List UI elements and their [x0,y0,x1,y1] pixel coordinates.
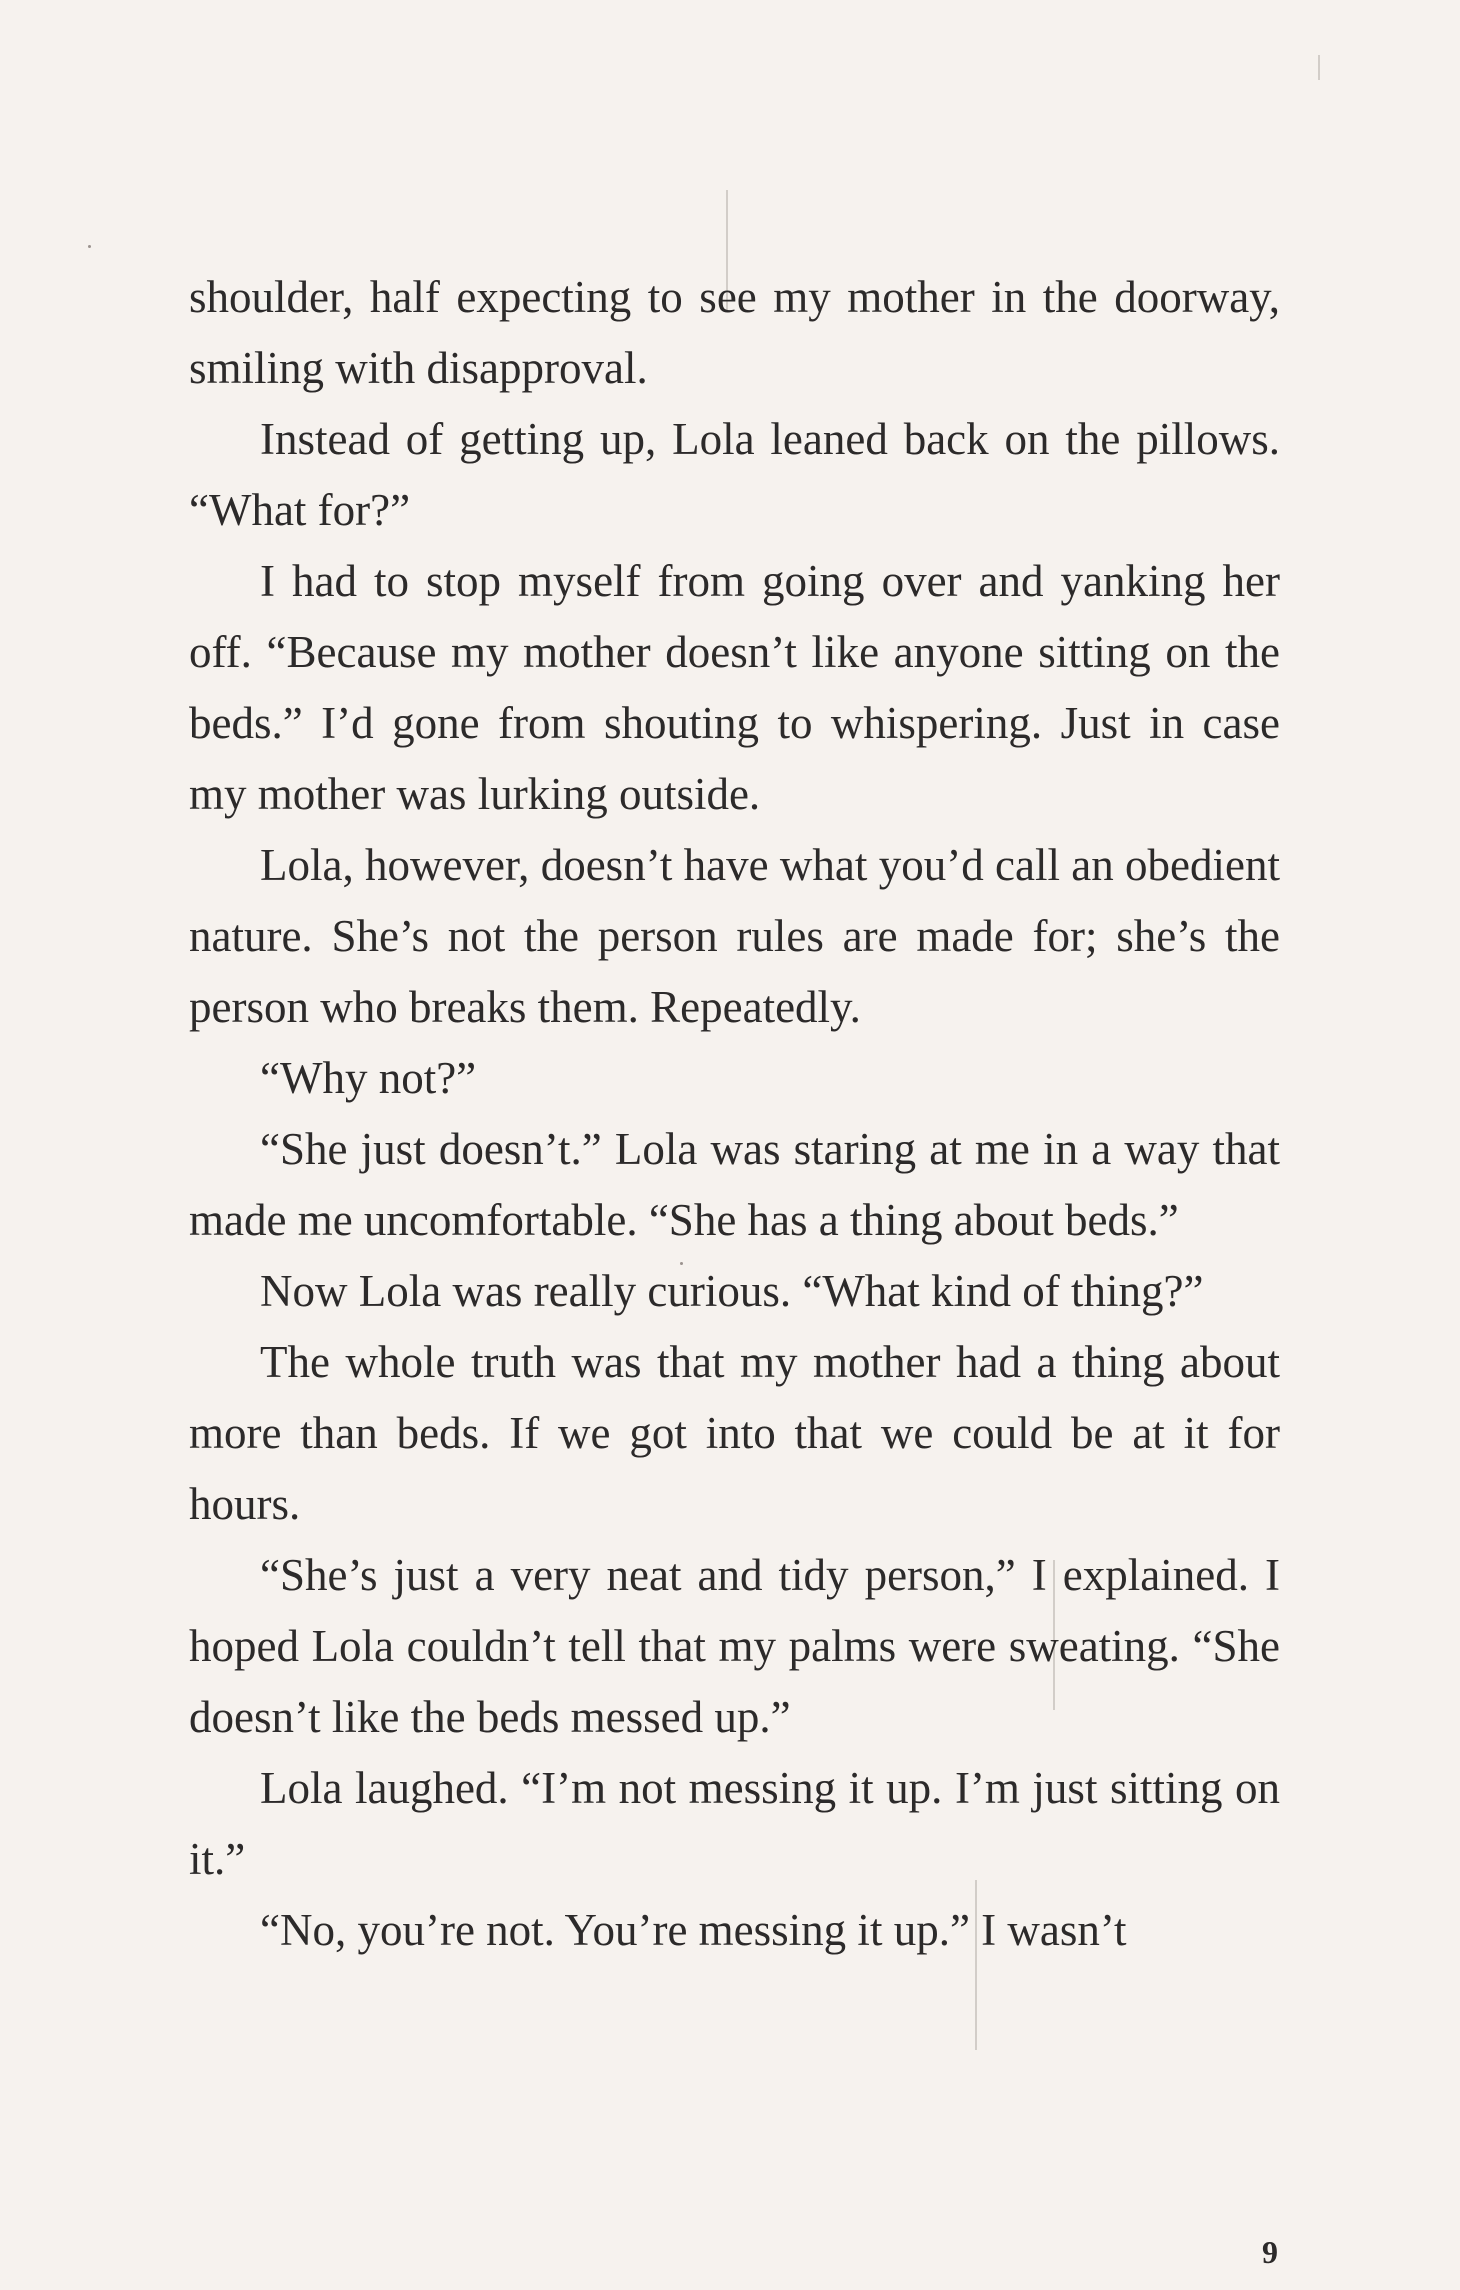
page-number: 9 [1262,2234,1278,2270]
paragraph: “Why not?” [260,1053,477,1103]
paragraph: Now Lola was really curious. “What kind of thing?” [260,1266,1204,1316]
paragraph: I had to stop myself from going over and yanking her off. “Because my mother doesn’t like anyone sitting on the beds.” I’d gone from shouting to whispering. Just in case my mother was lurking outside. [189,556,1280,819]
paragraph: Lola, however, doesn’t have what you’d call an obedient nature. She’s not the person rules are made for; she’s the person who breaks them. Repeatedly. [189,840,1280,1032]
paper-speck [88,245,91,248]
paragraph: Instead of getting up, Lola leaned back on the pillows. “What for?” [189,414,1280,535]
paragraph: The whole truth was that my mother had a thing about more than beds. If we got into that we could be at it for hours. [189,1337,1280,1529]
body-text [189,262,1280,1966]
paragraph: “She just doesn’t.” Lola was staring at me in a way that made me uncomfortable. “She has a thing about beds.” [189,1124,1280,1245]
paragraph: “She’s just a very neat and tidy person,” I explained. I hoped Lola couldn’t tell that my palms were sweating. “She doesn’t like the beds messed up.” [189,1550,1280,1742]
page-crease-mark [1318,55,1320,80]
paragraph: shoulder, half expecting to see my mother in the doorway, smiling with disapproval. [189,272,1280,393]
paragraph: Lola laughed. “I’m not messing it up. I’m just sitting on it.” [189,1763,1280,1884]
paragraph: “No, you’re not. You’re messing it up.” I wasn’t [260,1905,1127,1955]
